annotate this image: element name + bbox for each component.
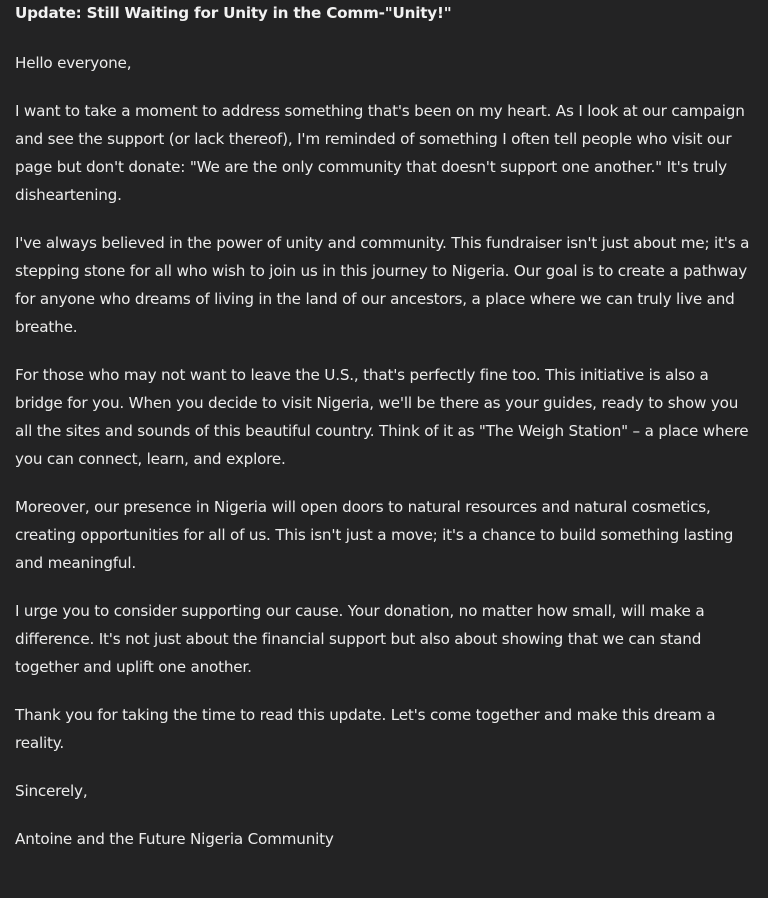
post-paragraph: I urge you to consider supporting our cause. Your donation, no matter how small, will make a difference. It's not just about the financial support but also about showing that we can stand together and uplift one another. — [15, 602, 705, 676]
post-paragraph: For those who may not want to leave the U.S., that's perfectly fine too. This initiative is also a bridge for you. When you decide to visit Nigeria, we'll be there as your guides, ready to show you all the sites and sounds of this beautiful country. Think of it as "The Weigh Station" – a place where you can connect, learn, and explore. — [15, 366, 749, 468]
post-paragraph: I've always believed in the power of unity and community. This fundraiser isn't just about me; it's a stepping stone for all who wish to join us in this journey to Nigeria. Our goal is to create a pathway for anyone who dreams of living in the land of our ancestors, a place where we can truly live and breathe. — [15, 234, 750, 336]
post-greeting: Hello everyone, — [15, 54, 132, 72]
post-title: Update: Still Waiting for Unity in the Comm-"Unity!" — [15, 4, 452, 22]
post-paragraph: I want to take a moment to address something that's been on my heart. As I look at our campaign and see the support (or lack thereof), I'm reminded of something I often tell people who visit our page but don't donate: "We are the only community that doesn't support one another." It's truly disheartening. — [15, 102, 745, 204]
post-closing: Sincerely, — [15, 782, 88, 800]
post-paragraph: Moreover, our presence in Nigeria will open doors to natural resources and natural cosmetics, creating opportunities for all of us. This isn't just a move; it's a chance to build something lasting and meaningful. — [15, 498, 734, 572]
post-signature: Antoine and the Future Nigeria Community — [15, 830, 334, 848]
post-paragraph: Thank you for taking the time to read this update. Let's come together and make this dream a reality. — [15, 706, 716, 752]
